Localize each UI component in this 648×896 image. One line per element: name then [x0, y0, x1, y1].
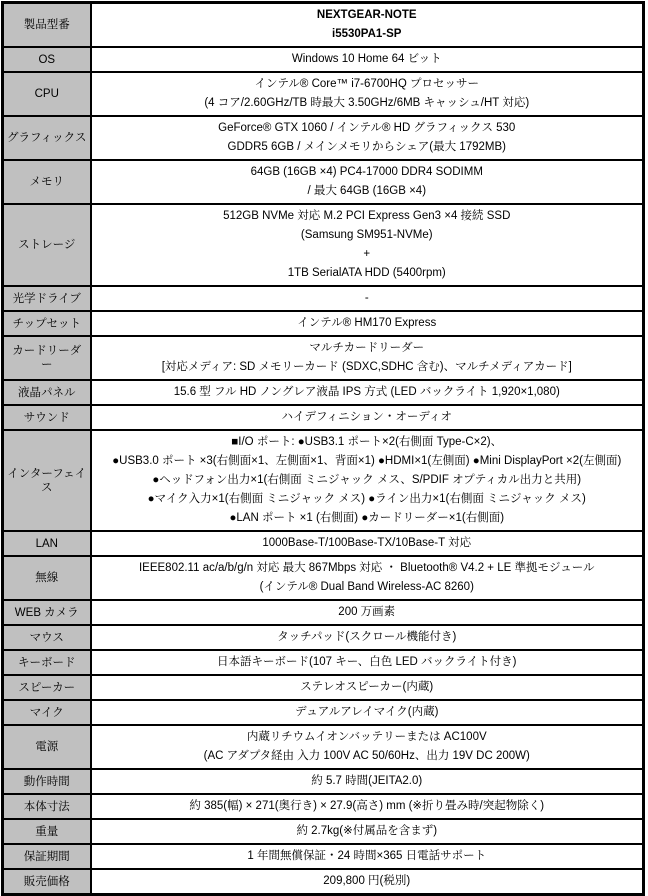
- table-row: [3, 819, 644, 844]
- row-label: 無線: [3, 556, 91, 600]
- row-label: OS: [3, 47, 91, 72]
- table-row: [3, 336, 644, 380]
- row-value: [91, 769, 644, 794]
- table-row: [3, 700, 644, 725]
- row-label: チップセット: [3, 311, 91, 336]
- value-line: 約 385(幅) × 271(奥行き) × 27.9(高さ) mm (※折り畳み時/突起物除く): [189, 800, 545, 812]
- row-label: 重量: [3, 819, 91, 844]
- row-value: [91, 819, 644, 844]
- row-label: スピーカー: [3, 675, 91, 700]
- row-value: [91, 72, 644, 116]
- value-line: 209,800 円(税別): [323, 875, 411, 887]
- value-line: タッチパッド(スクロール機能付き): [277, 631, 457, 643]
- value-line: 512GB NVMe 対応 M.2 PCI Express Gen3 ×4 接続 SSD: [223, 210, 511, 222]
- row-value: [91, 600, 644, 625]
- table-row: [3, 769, 644, 794]
- table-row: [3, 160, 644, 204]
- value-line: 1 年間無償保証・24 時間×365 日電話サポート: [247, 850, 487, 862]
- value-line: 200 万画素: [338, 606, 396, 618]
- value-line: ハイデフィニション・オーディオ: [281, 411, 452, 423]
- row-label: カードリーダー: [3, 336, 91, 380]
- value-line: ●USB3.0 ポート ×3(右側面×1、左側面×1、背面×1) ●HDMI×1(左側面) ●Mini DisplayPort ×2(左側面): [112, 455, 622, 467]
- spec-table-body: [3, 3, 644, 895]
- table-row: [3, 625, 644, 650]
- value-line: 1TB SerialATA HDD (5400rpm): [287, 267, 446, 279]
- row-label: 製品型番: [3, 3, 91, 48]
- value-line: (インテル® Dual Band Wireless-AC 8260): [259, 581, 474, 593]
- value-line: ●LAN ポート ×1 (右側面) ●カードリーダー×1(右側面): [229, 512, 505, 524]
- value-line: ●マイク入力×1(右側面 ミニジャック メス) ●ライン出力×1(右側面 ミニジャック メス): [147, 493, 586, 505]
- row-label: 光学ドライブ: [3, 286, 91, 311]
- table-row: [3, 869, 644, 895]
- row-label: LAN: [3, 531, 91, 556]
- row-value: [91, 47, 644, 72]
- row-value: [91, 311, 644, 336]
- value-line: 1000Base-T/100Base-TX/10Base-T 対応: [262, 537, 472, 549]
- table-row: [3, 286, 644, 311]
- value-line: NEXTGEAR-NOTE: [316, 9, 417, 21]
- value-line: [対応メディア: SD メモリーカード (SDXC,SDHC 含む)、マルチメディアカード]: [161, 361, 572, 373]
- row-value: [91, 625, 644, 650]
- row-label: サウンド: [3, 405, 91, 430]
- row-value: [91, 3, 644, 48]
- value-line: -: [364, 292, 369, 304]
- row-label: メモリ: [3, 160, 91, 204]
- table-row: [3, 116, 644, 160]
- value-line: ●ヘッドフォン出力×1(右側面 ミニジャック メス、S/PDIF オプティカル出力と共用): [152, 474, 582, 486]
- row-label: ストレージ: [3, 204, 91, 286]
- row-label: 動作時間: [3, 769, 91, 794]
- row-value: [91, 204, 644, 286]
- row-label: 本体寸法: [3, 794, 91, 819]
- spec-table: [1, 1, 645, 896]
- table-row: [3, 72, 644, 116]
- row-value: [91, 700, 644, 725]
- value-line: 内蔵リチウムイオンバッテリーまたは AC100V: [246, 731, 487, 743]
- table-row: [3, 380, 644, 405]
- row-value: [91, 286, 644, 311]
- value-line: 15.6 型 フル HD ノングレア液晶 IPS 方式 (LED バックライト 1,920×1,080): [173, 386, 560, 398]
- value-line: マルチカードリーダー: [309, 342, 425, 354]
- value-line: (AC アダプタ経由 入力 100V AC 50/60Hz、出力 19V DC 200W): [203, 750, 530, 762]
- row-value: [91, 675, 644, 700]
- row-label: キーボード: [3, 650, 91, 675]
- row-value: [91, 336, 644, 380]
- value-line: 64GB (16GB ×4) PC4-17000 DDR4 SODIMM: [250, 166, 483, 178]
- table-row: [3, 556, 644, 600]
- value-line: GeForce® GTX 1060 / インテル® HD グラフィックス 530: [218, 122, 516, 134]
- value-line: 約 2.7kg(※付属品を含まず): [296, 825, 438, 837]
- value-line: (4 コア/2.60GHz/TB 時最大 3.50GHz/6MB キャッシュ/HT 対応): [204, 97, 530, 109]
- row-label: グラフィックス: [3, 116, 91, 160]
- row-label: インターフェイス: [3, 430, 91, 531]
- row-value: [91, 556, 644, 600]
- row-label: マウス: [3, 625, 91, 650]
- table-row: [3, 430, 644, 531]
- table-row: [3, 794, 644, 819]
- value-line: +: [363, 248, 371, 260]
- value-line: インテル® Core™ i7-6700HQ プロセッサー: [254, 78, 480, 90]
- value-line: ステレオスピーカー(内蔵): [300, 681, 434, 693]
- value-line: ■I/O ポート: ●USB3.1 ポート×2(右側面 Type-C×2)、: [231, 436, 503, 448]
- row-value: [91, 869, 644, 895]
- value-line: Windows 10 Home 64 ビット: [291, 53, 442, 65]
- table-row: [3, 650, 644, 675]
- row-label: 液晶パネル: [3, 380, 91, 405]
- row-label: マイク: [3, 700, 91, 725]
- row-value: [91, 844, 644, 869]
- value-line: GDDR5 6GB / メインメモリからシェア(最大 1792MB): [227, 141, 506, 153]
- table-row: [3, 311, 644, 336]
- row-value: [91, 160, 644, 204]
- row-value: [91, 116, 644, 160]
- table-row: [3, 531, 644, 556]
- value-line: i5530PA1-SP: [332, 28, 402, 40]
- table-row: [3, 844, 644, 869]
- value-line: IEEE802.11 ac/a/b/g/n 対応 最大 867Mbps 対応 ・ Bluetooth® V4.2 + LE 準拠モジュール: [138, 562, 595, 574]
- row-value: [91, 725, 644, 769]
- value-line: インテル® HM170 Express: [297, 317, 437, 329]
- table-row: [3, 47, 644, 72]
- row-value: [91, 430, 644, 531]
- table-row: [3, 725, 644, 769]
- table-row: [3, 600, 644, 625]
- row-value: [91, 650, 644, 675]
- row-value: [91, 380, 644, 405]
- table-row: [3, 405, 644, 430]
- row-value: [91, 531, 644, 556]
- value-line: (Samsung SM951-NVMe): [300, 229, 433, 241]
- table-row: [3, 3, 644, 48]
- row-label: CPU: [3, 72, 91, 116]
- value-line: 日本語キーボード(107 キー、白色 LED バックライト付き): [217, 656, 517, 668]
- table-row: [3, 204, 644, 286]
- row-label: WEB カメラ: [3, 600, 91, 625]
- row-label: 販売価格: [3, 869, 91, 895]
- table-row: [3, 675, 644, 700]
- value-line: 約 5.7 時間(JEITA2.0): [311, 775, 423, 787]
- row-label: 保証期間: [3, 844, 91, 869]
- row-label: 電源: [3, 725, 91, 769]
- value-line: デュアルアレイマイク(内蔵): [295, 706, 439, 718]
- row-value: [91, 794, 644, 819]
- row-value: [91, 405, 644, 430]
- value-line: / 最大 64GB (16GB ×4): [307, 185, 427, 197]
